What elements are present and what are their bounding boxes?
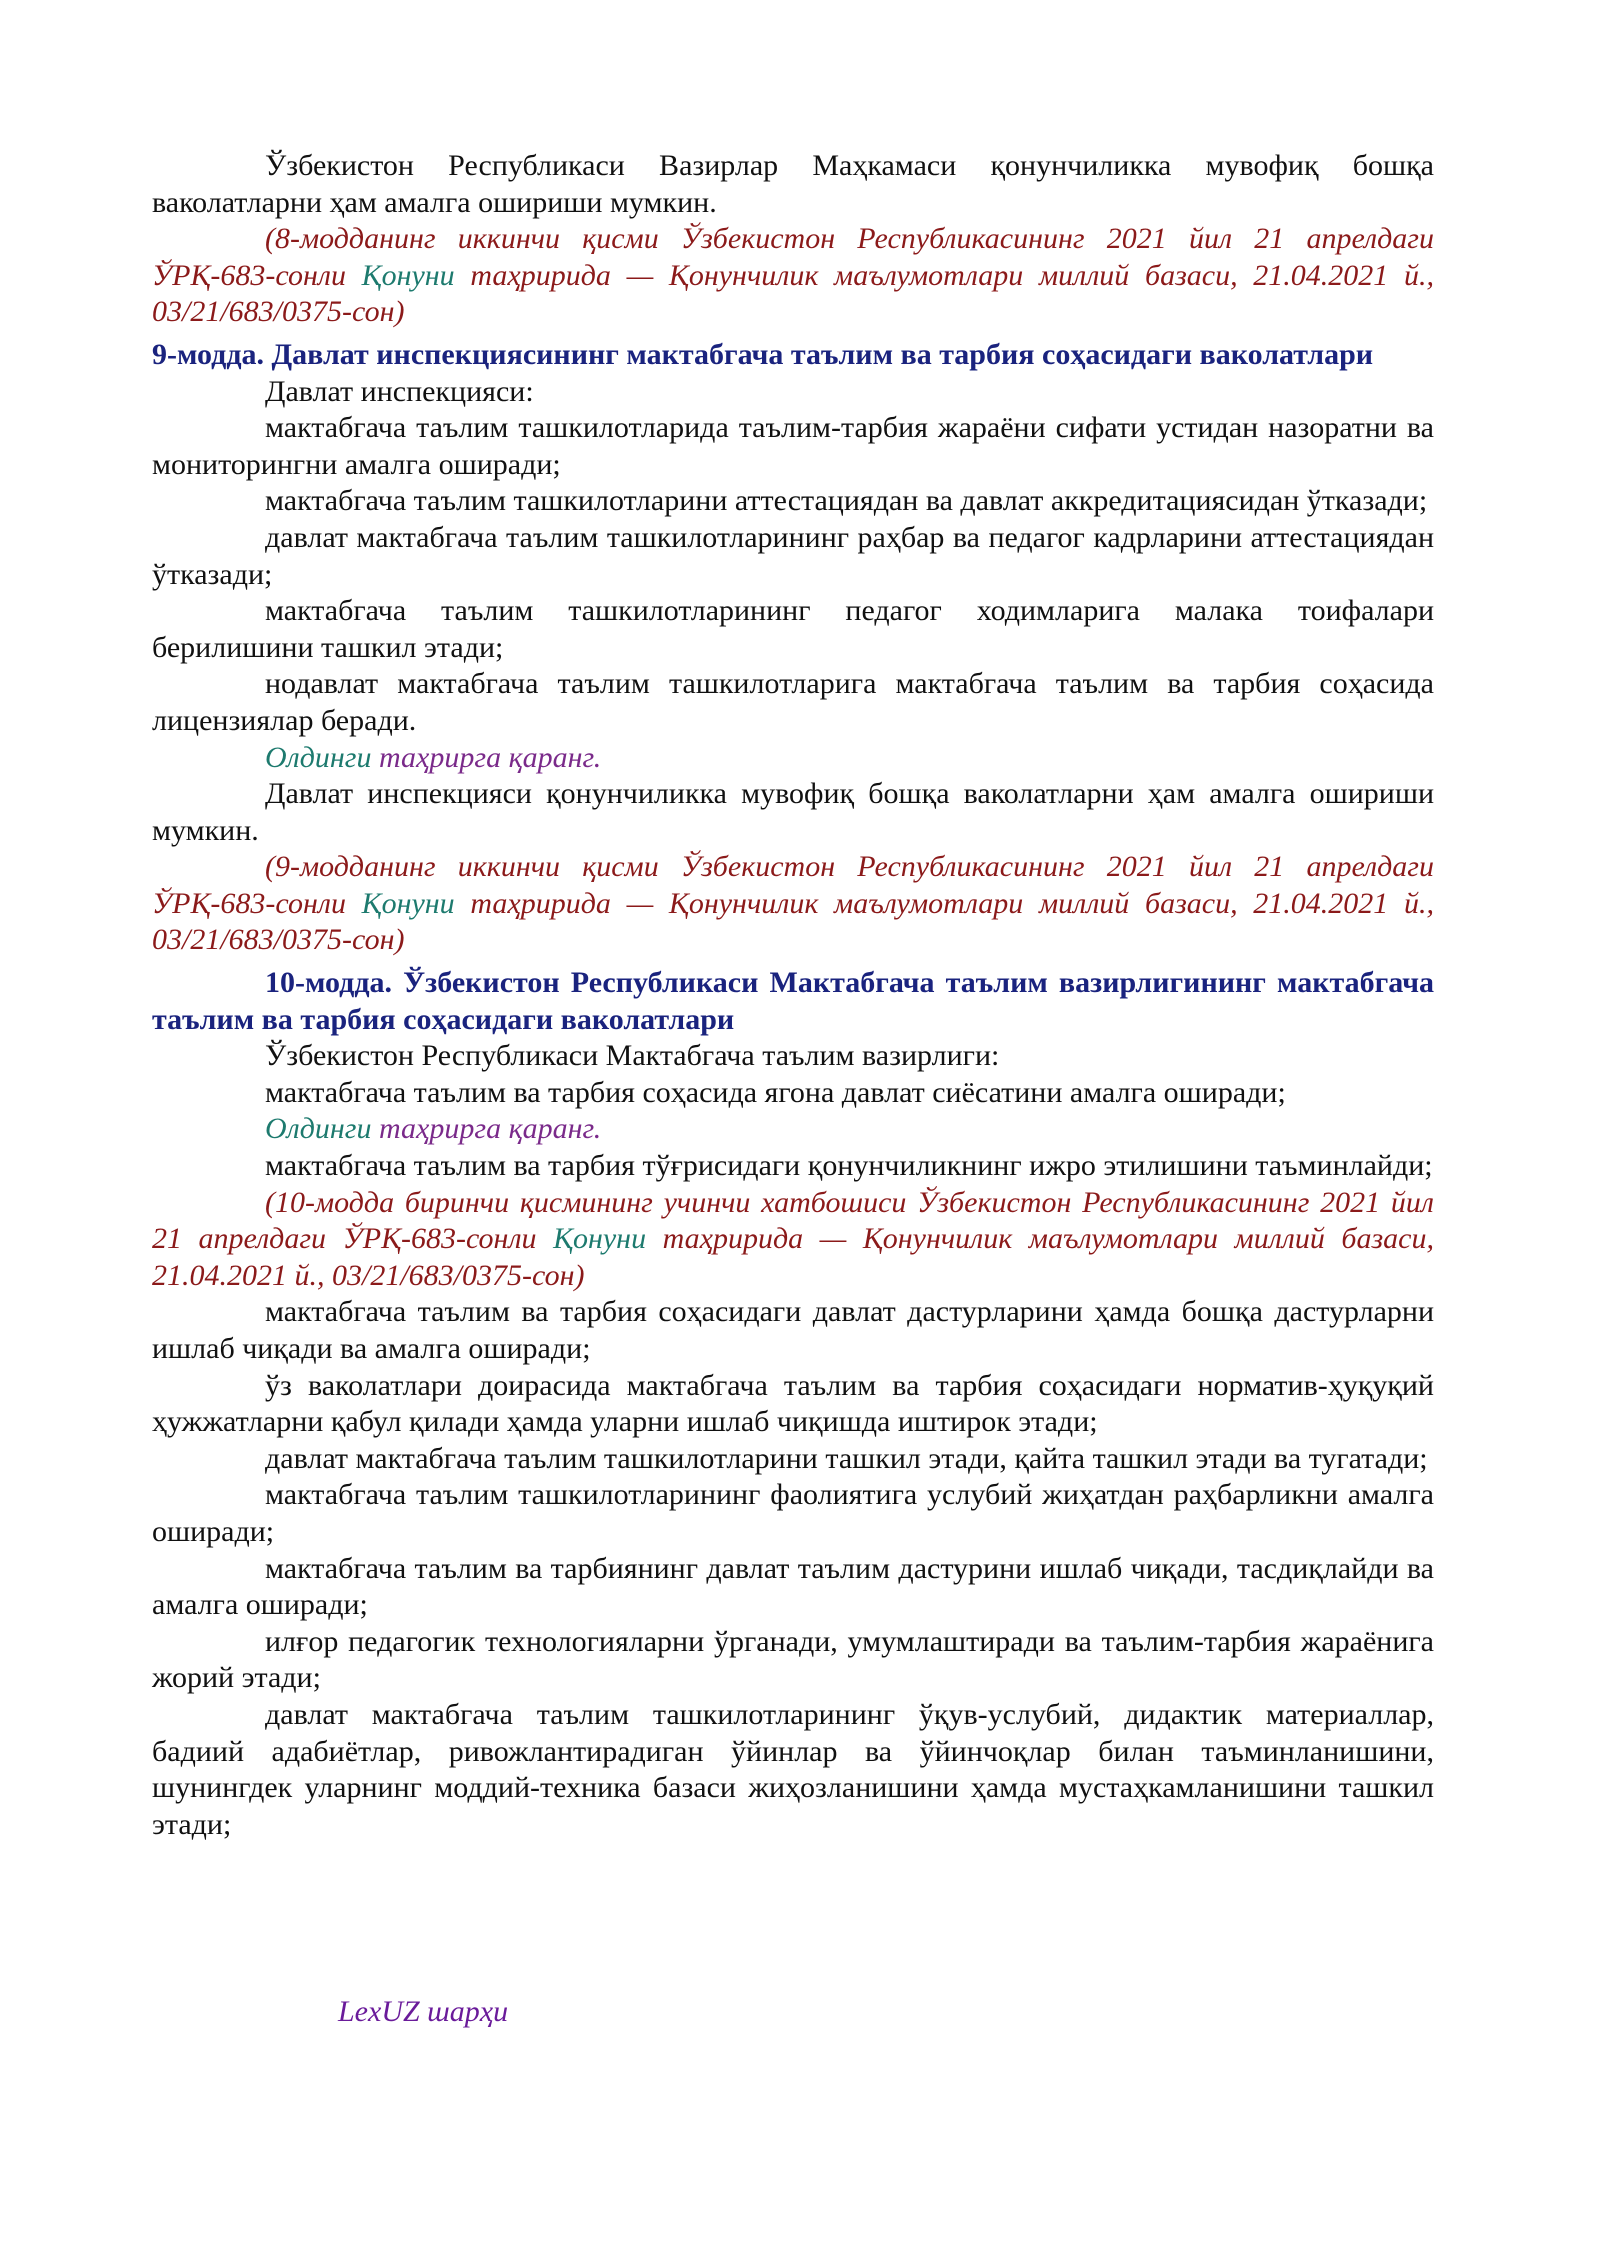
previous-link-word[interactable]: Олдинги: [265, 1112, 372, 1146]
paragraph: давлат мактабгача таълим ташкилотларининг раҳбар ва педагог кадрларини аттестациядан ўтказади;: [152, 520, 1434, 591]
paragraph: мактабгача таълим ташкилотларида таълим-тарбия жараёни сифати устидан назоратни ва мониторингни амалга оширади;: [152, 411, 1434, 481]
paragraph: мактабгача таълим ва тарбия соҳасида ягона давлат сиёсатини амалга оширади;: [265, 1075, 1286, 1109]
note-text: таҳририда — Қонунчилик маълумотлари миллий базаси, 21.04.2021 й., 03/21/683/0375-сон): [152, 258, 1434, 329]
paragraph: давлат мактабгача таълим ташкилотларини ташкил этади, қайта ташкил этади ва тугатади;: [265, 1441, 1428, 1475]
paragraph: мактабгача таълим ташкилотларининг педагог ходимларига малака тоифалари берилишини ташкил этади;: [152, 594, 1434, 664]
law-link[interactable]: Қонуни: [553, 1222, 647, 1256]
paragraph: мактабгача таълим ва тарбия соҳасидаги давлат дастурларини ҳамда бошқа дастурларни ишлаб чиқади ва амалга оширади;: [152, 1295, 1434, 1365]
law-link[interactable]: Қонуни: [361, 886, 455, 920]
paragraph: нодавлат мактабгача таълим ташкилотларига мактабгача таълим ва тарбия соҳасида лицензиялар беради.: [152, 667, 1434, 737]
paragraph: Давлат инспекцияси:: [265, 374, 534, 408]
previous-link-text[interactable]: таҳрирга қаранг.: [371, 740, 602, 774]
note-text: таҳририда — Қонунчилик маълумотлари миллий базаси, 21.04.2021 й., 03/21/683/0375-сон): [152, 886, 1434, 957]
article-9-heading: 9-модда. Давлат инспекциясининг мактабгача таълим ва тарбия соҳасидаги ваколатлари: [152, 337, 1374, 371]
paragraph: Ўзбекистон Республикаси Мактабгача таълим вазирлиги:: [265, 1039, 1000, 1073]
law-link[interactable]: Қонуни: [361, 258, 455, 292]
previous-edition-link[interactable]: [152, 1111, 1434, 1148]
document-page: [152, 148, 1434, 1843]
paragraph: мактабгача таълим ташкилотларини аттестациядан ва давлат аккредитациясидан ўтказади;: [265, 484, 1428, 518]
paragraph: ўз ваколатлари доирасида мактабгача таълим ва тарбия соҳасидаги норматив-ҳуқуқий ҳужжатларни қабул қилади ҳамда уларни ишлаб чиқишда иштирок этади;: [152, 1368, 1434, 1439]
paragraph: давлат мактабгача таълим ташкилотларининг ўқув-услубий, дидактик материаллар, бадиий адабиётлар, ривожлантирадиган ўйинлар ва ўйинчоқлар билан таъминланишини, шунингдек уларнинг моддий-техника базаси жиҳозланишини ҳамда мустаҳкамланишини ташкил этади;: [152, 1697, 1434, 1841]
amendment-note: [152, 1185, 1434, 1295]
paragraph: мактабгача таълим ташкилотларининг фаолиятига услубий жиҳатдан раҳбарликни амалга оширади;: [152, 1478, 1434, 1548]
article-10-heading: 10-модда. Ўзбекистон Республикаси Мактабгача таълим вазирлигининг мактабгача таълим ва тарбия соҳасидаги ваколатлари: [152, 966, 1434, 1036]
note-text: (10-модда биринчи қисмининг учинчи хатбошиси Ўзбекистон Республикасининг 2021 йил 21 апрелдаги ЎРҚ-683-сонли: [152, 1185, 1434, 1256]
paragraph: мактабгача таълим ва тарбия тўғрисидаги қонунчиликнинг ижро этилишини таъминлайди;: [265, 1149, 1433, 1183]
paragraph: Давлат инспекцияси қонунчиликка мувофиқ бошқа ваколатларни ҳам амалга ошириши мумкин.: [152, 777, 1434, 847]
previous-link-text[interactable]: таҳрирга қаранг.: [371, 1112, 602, 1146]
paragraph: Ўзбекистон Республикаси Вазирлар Маҳкамаси қонунчиликка мувофиқ бошқа ваколатларни ҳам амалга ошириши мумкин.: [152, 149, 1434, 219]
previous-link-word[interactable]: Олдинги: [265, 740, 372, 774]
paragraph: илғор педагогик технологияларни ўрганади, умумлаштиради ва таълим-тарбия жараёнига жорий этади;: [152, 1624, 1434, 1695]
note-text: (8-модданинг иккинчи қисми Ўзбекистон Республикасининг 2021 йил 21 апрелдаги ЎРҚ-683-сонли: [152, 222, 1434, 292]
amendment-note: [152, 849, 1434, 959]
amendment-note: [152, 221, 1434, 331]
note-text: таҳририда — Қонунчилик маълумотлари миллий базаси, 21.04.2021 й., 03/21/683/0375-сон): [152, 1222, 1434, 1292]
lexuz-comment-link[interactable]: LexUZ шарҳи: [338, 1995, 509, 2028]
paragraph: мактабгача таълим ва тарбиянинг давлат таълим дастурини ишлаб чиқади, тасдиқлайди ва амалга оширади;: [152, 1551, 1434, 1622]
note-text: (9-модданинг иккинчи қисми Ўзбекистон Республикасининг 2021 йил 21 апрелдаги ЎРҚ-683-сонли: [152, 850, 1434, 920]
previous-edition-link[interactable]: [152, 740, 1434, 777]
